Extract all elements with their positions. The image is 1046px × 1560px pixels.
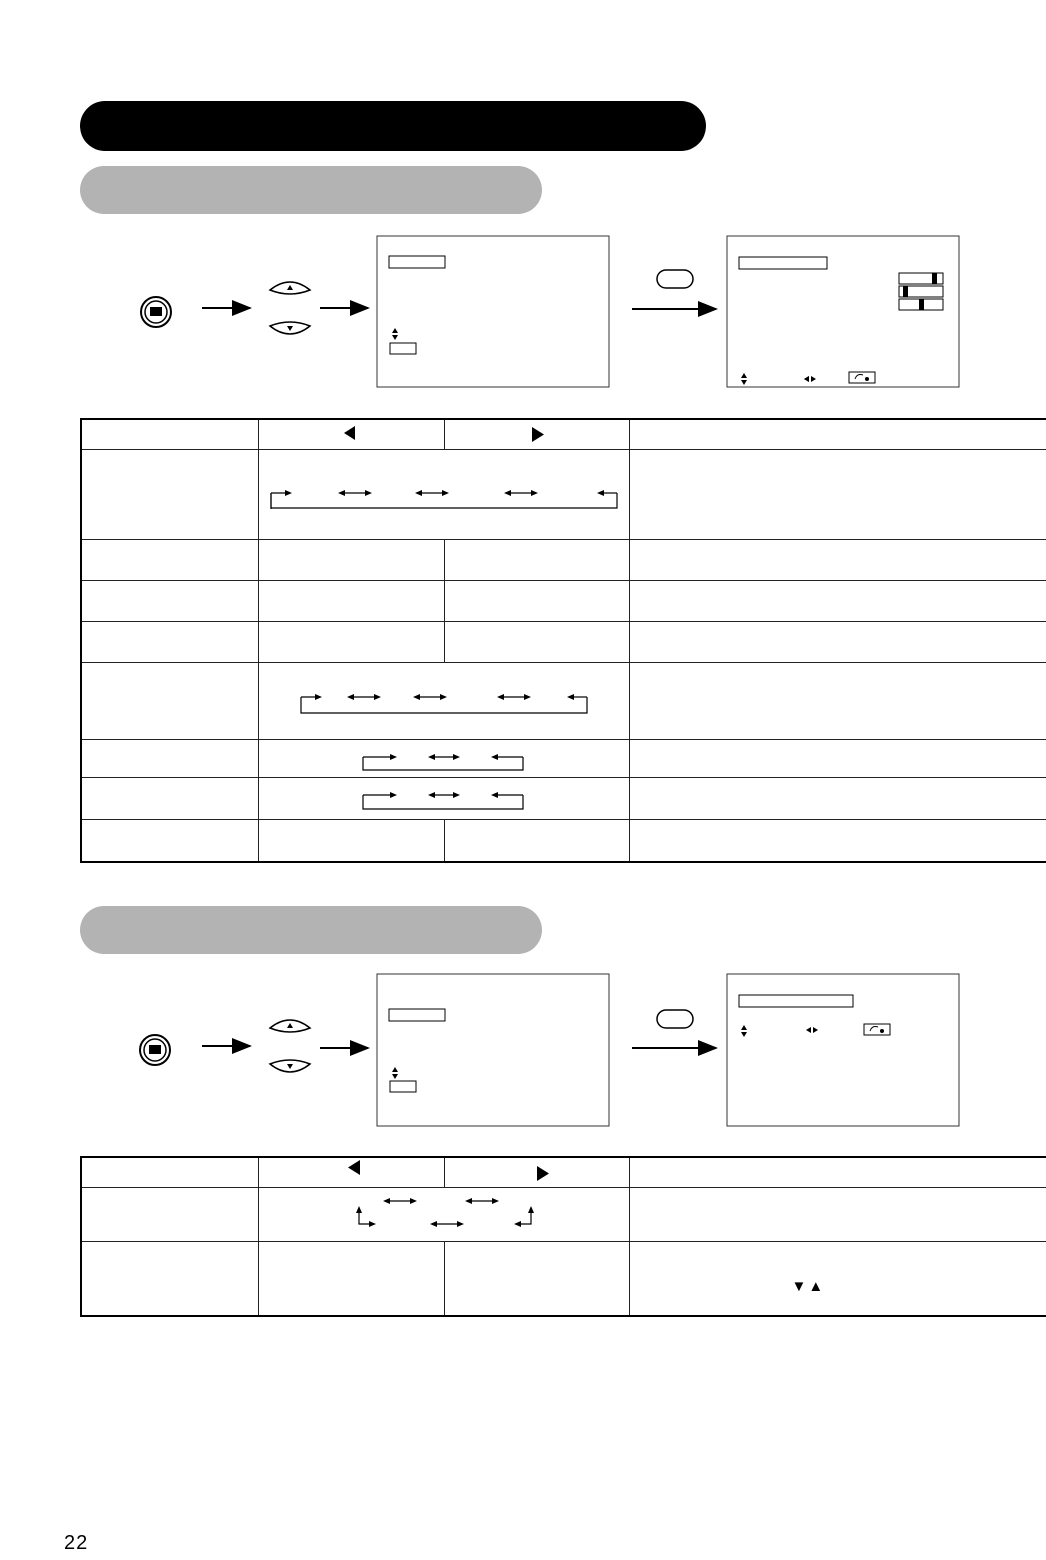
cycle-cell	[258, 450, 629, 540]
cursor-up-icon[interactable]	[270, 1020, 310, 1032]
table-row	[81, 450, 1046, 540]
menu-highlight-box	[389, 1009, 445, 1021]
arrow-hint: ▼▲	[791, 1278, 826, 1295]
submenu-title-box	[739, 257, 827, 269]
table-row	[81, 581, 1046, 622]
table-row	[81, 820, 1046, 862]
cycle-arrow-icon	[259, 1188, 630, 1241]
level-marker	[932, 273, 937, 284]
return-icon	[864, 1024, 890, 1035]
triangle-right-icon	[532, 427, 544, 442]
table-row	[81, 1242, 1046, 1316]
double-arrow	[504, 490, 538, 496]
header-cell-right	[444, 419, 629, 450]
select-button-icon[interactable]	[657, 1010, 693, 1028]
cycle-cell	[258, 1188, 629, 1242]
cursor-down-icon[interactable]	[270, 1060, 310, 1072]
select-box	[390, 343, 416, 354]
triangle-left-icon	[348, 1160, 360, 1175]
table-header-row	[81, 419, 1046, 450]
header-cell-item	[81, 419, 258, 450]
menu-highlight-box	[389, 256, 445, 268]
cursor-down-icon[interactable]	[270, 322, 310, 334]
cycle-arrow-icon	[259, 740, 630, 777]
table-row	[81, 740, 1046, 778]
setting-bars	[899, 273, 943, 310]
cursor-up-icon[interactable]	[270, 282, 310, 294]
select-box	[390, 1081, 416, 1092]
double-arrow	[415, 490, 449, 496]
cycle-arrow-icon	[259, 450, 630, 539]
menu-button-icon[interactable]	[141, 297, 171, 327]
return-icon	[849, 372, 875, 383]
double-arrow	[338, 490, 372, 496]
table-row	[81, 663, 1046, 740]
header-cell-description	[629, 419, 1046, 450]
select-button-icon[interactable]	[657, 270, 693, 288]
header-cell-left	[258, 419, 444, 450]
level-marker	[919, 299, 924, 310]
table-row	[81, 1188, 1046, 1242]
submenu-title-box	[739, 995, 853, 1007]
page-number: 22	[64, 1532, 89, 1554]
table-header-row	[81, 1157, 1046, 1188]
triangle-right-icon	[537, 1166, 549, 1181]
cycle-arrow-icon	[259, 778, 630, 819]
settings-table-2	[80, 1156, 1046, 1317]
level-marker	[903, 286, 908, 297]
cycle-arrow-icon	[259, 663, 630, 739]
cycle-cell	[258, 663, 629, 740]
table-row	[81, 622, 1046, 663]
triangle-left-icon	[344, 426, 355, 440]
menu-screen	[377, 974, 609, 1126]
cycle-cell	[258, 740, 629, 778]
menu-button-icon[interactable]	[140, 1035, 170, 1065]
table-row	[81, 540, 1046, 581]
settings-table-1	[80, 418, 1046, 863]
table-row	[81, 778, 1046, 820]
cycle-cell	[258, 778, 629, 820]
